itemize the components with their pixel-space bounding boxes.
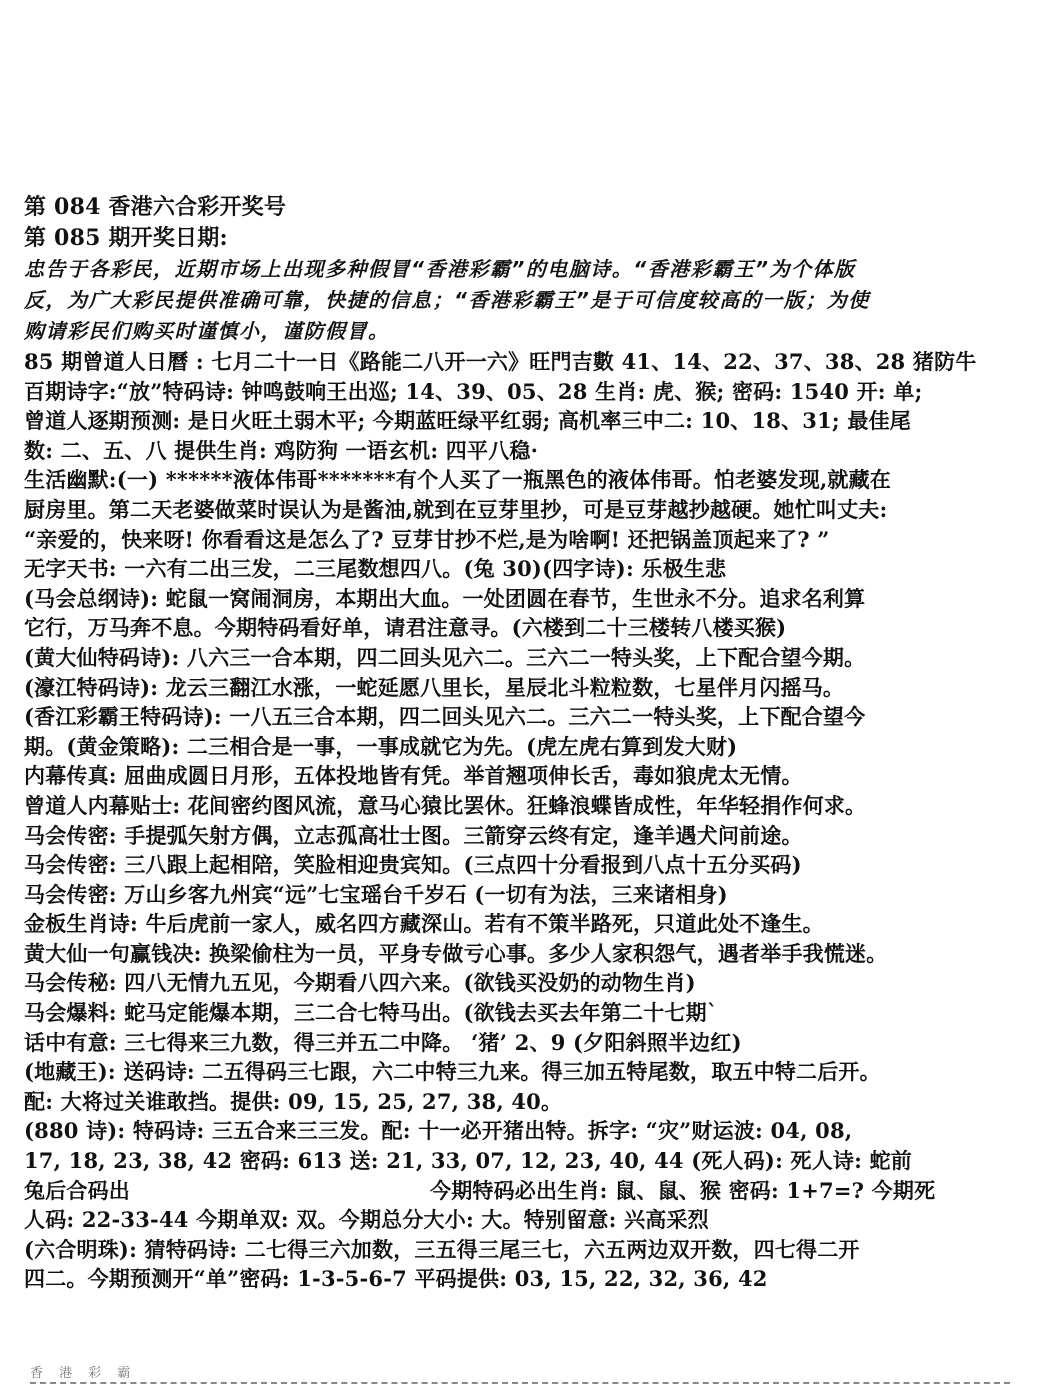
- line-35: 人码: 22-33-44 今期单双: 双。今期总分大小: 大。特别留意: 兴高采烈: [24, 1207, 709, 1233]
- footer-strip: 香 港 彩 霸: [30, 1362, 1010, 1384]
- line-33: 17, 18, 23, 38, 42 密码: 613 送: 21, 33, 07, 12, 23, 40, 44 (死人码): 死人诗: 蛇前: [24, 1148, 912, 1174]
- line-18: (香江彩霸王特码诗): 一八五三合本期，四二回头见六二。三六二一特头奖，上下配合望今: [24, 704, 866, 730]
- line-34-left: 兔后合码出: [24, 1177, 130, 1203]
- line-4: 反，为广大彩民提供准确可靠，快捷的信息；“香港彩霸王”是于可信度较高的一版；为使: [24, 288, 870, 312]
- line-11: 厨房里。第二天老婆做菜时误认为是酱油,就到在豆芽里抄，可是豆芽越抄越硬。她忙叫丈夫:: [24, 496, 888, 522]
- line-12: “亲爱的，快来呀! 你看看这是怎么了? 豆芽甘抄不烂,是为啥啊! 还把锅盖顶起来了? ”: [24, 526, 830, 552]
- line-10: 生活幽默:(一) ******液体伟哥*******有个人买了一瓶黑色的液体伟哥。怕老婆发现,就藏在: [24, 467, 892, 493]
- line-15: 它行，万马奔不息。今期特码看好单，请君注意寻。(六楼到二十三楼转八楼买猴): [24, 615, 787, 641]
- line-26: 黄大仙一句赢钱决: 换梁偷柱为一员，平身专做亏心事。多少人家积怨气，遇者举手我慌迷。: [24, 940, 888, 966]
- line-27: 马会传秘: 四八无情九五见，今期看八四六来。(欲钱买没奶的动物生肖): [24, 970, 696, 996]
- line-5: 购请彩民们购买时谨慎小，谨防假冒。: [24, 319, 390, 343]
- line-16: (黄大仙特码诗): 八六三一合本期，四二回头见六二。三六二一特头奖，上下配合望今期。: [24, 644, 866, 670]
- line-30: (地藏王): 送码诗: 二五得码三七跟，六二中特三九来。得三加五特尾数，取五中特二后开。: [24, 1059, 881, 1085]
- line-34: [24, 1176, 1020, 1206]
- line-21: 曾道人内幕贴士: 花间密约图风流，意马心猿比罢休。狂蜂浪蝶皆成性，年华轻捐作何求。: [24, 792, 867, 818]
- line-8: 曾道人逐期预测: 是日火旺土弱木平; 今期蓝旺绿平红弱; 高机率三中二: 10、18、31; 最佳尾: [24, 408, 911, 434]
- line-25: 金板生肖诗: 牛后虎前一家人，威名四方藏深山。若有不策半路死，只道此处不逢生。: [24, 911, 824, 937]
- line-17: (濠江特码诗): 龙云三翻江水涨，一蛇延愿八里长，星辰北斗粒粒数，七星伴月闪摇马。: [24, 674, 845, 700]
- line-37: 四二。今期预测开“单”密码: 1-3-5-6-7 平码提供: 03, 15, 22, 32, 36, 42: [24, 1266, 768, 1292]
- line-22: 马会传密: 手提弧矢射方偶，立志孤高壮士图。三箭穿云终有定，逢羊遇犬问前途。: [24, 822, 803, 848]
- line-36: (六合明珠): 猜特码诗: 二七得三六加数，三五得三尾三七，六五两边双开数，四七得二开: [24, 1236, 860, 1262]
- document-body: [24, 192, 1020, 1294]
- line-20: 内幕传真: 屈曲成圆日月形，五体投地皆有凭。举首翘项伸长舌，毒如狼虎太无情。: [24, 763, 803, 789]
- line-3: 忠告于各彩民，近期市场上出现多种假冒“香港彩霸”的电脑诗。“香港彩霸王”为个体版: [24, 257, 856, 281]
- line-31: 配: 大将过关谁敢挡。提供: 09, 15, 25, 27, 38, 40。: [24, 1088, 563, 1114]
- line-24: 马会传密: 万山乡客九州宾“远”七宝瑶台千岁石 (一切有为法，三来诸相身): [24, 881, 728, 907]
- line-2: 第 085 期开奖日期:: [24, 225, 228, 251]
- line-7: 百期诗字:“放”特码诗: 钟鸣鼓响王出巡; 14、39、05、28 生肖: 虎、猴; 密码: 1540 开: 单;: [24, 378, 923, 404]
- line-23: 马会传密: 三八跟上起相陪，笑脸相迎贵宾知。(三点四十分看报到八点十五分买码): [24, 852, 802, 878]
- line-19: 期。(黄金策略): 二三相合是一事，一事成就它为先。(虎左虎右算到发大财): [24, 733, 738, 759]
- line-6: 85 期曾道人日曆 : 七月二十一日《路能二八开一六》旺門吉數 41、14、22、37、38、28 猪防牛: [24, 349, 977, 374]
- line-9: 数: 二、五、八 提供生肖: 鸡防狗 一语玄机: 四平八稳·: [24, 437, 539, 463]
- line-13: 无字天书: 一六有二出三发，二三尾数想四八。(兔 30)(四字诗): 乐极生悲: [24, 556, 727, 582]
- line-28: 马会爆料: 蛇马定能爆本期，三二合七特马出。(欲钱去买去年第二十七期`: [24, 1000, 718, 1026]
- line-29: 话中有意: 三七得来三九数，得三并五二中降。 ‘猪’ 2、9 (夕阳斜照半边红): [24, 1029, 742, 1055]
- line-1: 第 084 香港六合彩开奖号: [24, 194, 287, 220]
- line-34-right: 今期特码必出生肖: 鼠、鼠、猴 密码: 1+7=? 今期死: [430, 1177, 936, 1203]
- line-32: (880 诗): 特码诗: 三五合来三三发。配: 十一必开猪出特。拆字: “灾”财运波: 04, 08,: [24, 1118, 853, 1144]
- line-14: (马会总纲诗): 蛇鼠一窝闹洞房，本期出大血。一处团圆在春节，生世永不分。追求名利算: [24, 585, 866, 611]
